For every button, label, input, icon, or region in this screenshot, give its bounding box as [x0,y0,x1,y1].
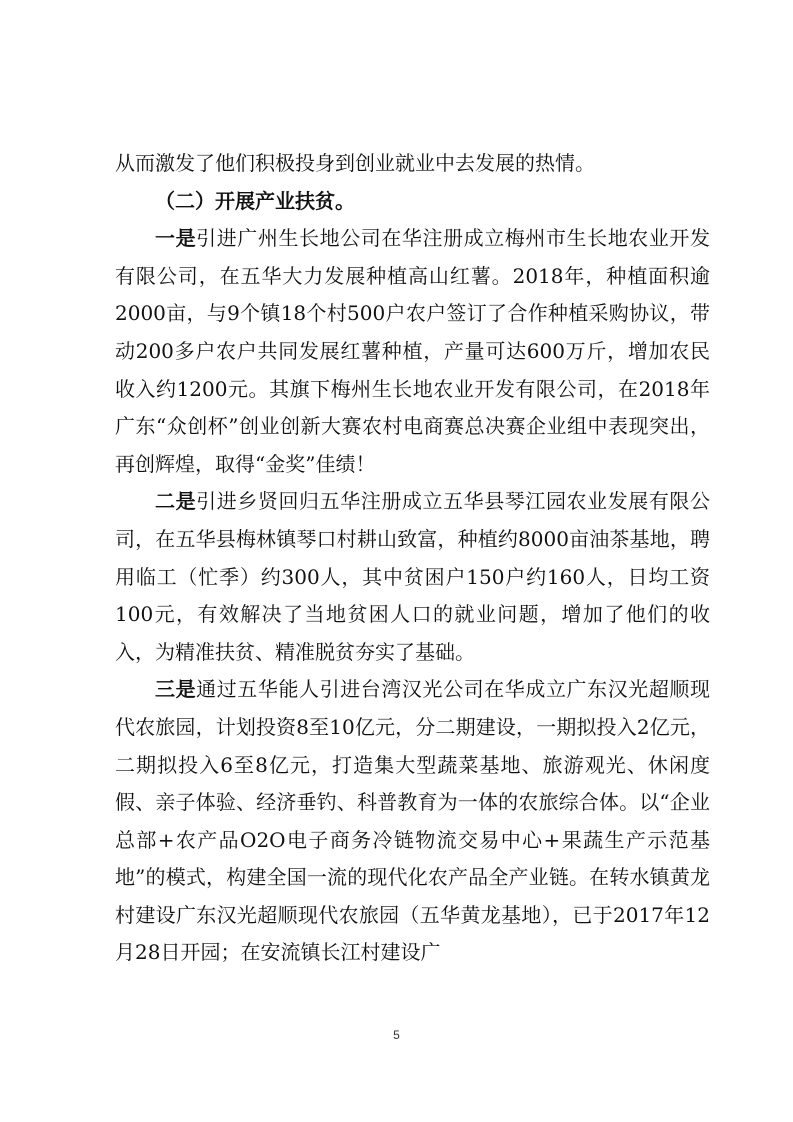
paragraph-2 [115,483,710,671]
body-text [115,145,710,972]
paragraph-3 [115,671,710,972]
continuation-paragraph: 从而激发了他们积极投身到创业就业中去发展的热情。 [115,151,595,175]
paragraph-2-lead: 二是 [155,489,197,514]
paragraph-2-text: 引进乡贤回归五华注册成立五华县琴江园农业发展有限公司，在五华县梅林镇琴口村耕山致富，种植约8000亩油茶基地，聘用临工（忙季）约300人，其中贫困户150户约160人，日均工资100元，有效解决了当地贫困人口的就业问题，增加了他们的收入，为精准扶贫、精准脱贫夯实了基础。 [115,489,711,664]
paragraph-1-lead: 一是 [155,226,197,251]
paragraph-1-text: 引进广州生长地公司在华注册成立梅州市生长地农业开发有限公司，在五华大力发展种植高山红薯。2018年，种植面积逾2000亩，与9个镇18个村500户农户签订了合作种植采购协议，带动200多户农户共同发展红薯种植，产量可达600万斤，增加农民收入约1200元。其旗下梅州生长地农业开发有限公司，在2018年广东“众创杯”创业创新大赛农村电商赛总决赛企业组中表现突出，再创辉煌，取得“金奖”佳绩！ [115,226,711,476]
paragraph-1 [115,220,710,483]
page-number: 5 [393,1028,400,1042]
paragraph-3-lead: 三是 [155,677,197,702]
paragraph-3-text: 通过五华能人引进台湾汉光公司在华成立广东汉光超顺现代农旅园，计划投资8至10亿元，分二期建设，一期拟投入2亿元，二期拟投入6至8亿元，打造集大型蔬菜基地、旅游观光、休闲度假、亲子体验、经济垂钓、科普教育为一体的农旅综合体。以“企业总部+农产品O2O电子商务冷链物流交易中心+果蔬生产示范基地”的模式，构建全国一流的现代化农产品全产业链。在转水镇黄龙村建设广东汉光超顺现代农旅园（五华黄龙基地），已于2017年12月28日开园；在安流镇长江村建设广 [115,677,711,965]
section-heading: （二）开展产业扶贫。 [155,188,355,213]
